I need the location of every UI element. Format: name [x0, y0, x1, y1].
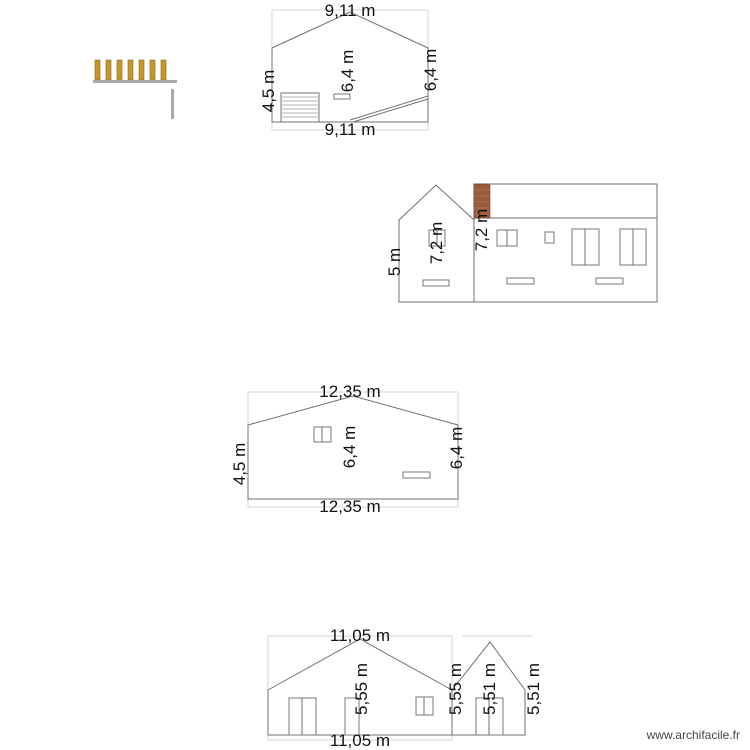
elevation-a	[259, 1, 440, 139]
width-bottom-label: 9,11 m	[324, 120, 376, 139]
garage-door	[281, 93, 319, 122]
width-bottom-label: 12,35 m	[319, 497, 381, 516]
width-top-label: 9,11 m	[324, 1, 376, 20]
height-left-label: 5 m	[385, 247, 404, 277]
low-window	[403, 472, 430, 478]
vent-window	[334, 94, 350, 99]
elevation-c	[230, 382, 466, 516]
height-1-label: 5,55 m	[352, 663, 371, 715]
elevation-b	[385, 184, 657, 302]
pergola-detail	[93, 60, 177, 119]
height-mid1-label: 7,2 m	[427, 221, 446, 265]
height-mid-label: 6,4 m	[340, 425, 359, 469]
window-2	[545, 232, 554, 243]
height-mid2-label: 7,2 m	[472, 208, 491, 252]
height-3-label: 5,51 m	[480, 663, 499, 715]
low-window-2	[507, 278, 534, 284]
width-top-label: 11,05 m	[329, 626, 391, 645]
height-mid-label: 6,4 m	[338, 49, 357, 93]
height-right-label: 6,4 m	[447, 426, 466, 470]
height-2-label: 5,55 m	[446, 663, 465, 715]
height-right-label: 6,4 m	[421, 48, 440, 92]
width-bottom-label: 11,05 m	[329, 731, 391, 750]
height-4-label: 5,51 m	[524, 663, 543, 715]
watermark-text: www.archifacile.fr	[646, 728, 740, 742]
low-window-3	[596, 278, 623, 284]
low-window-1	[423, 280, 449, 286]
width-top-label: 12,35 m	[319, 382, 381, 401]
elevation-d	[268, 626, 543, 750]
height-left-label: 4,5 m	[259, 69, 278, 113]
height-left-label: 4,5 m	[230, 442, 249, 486]
